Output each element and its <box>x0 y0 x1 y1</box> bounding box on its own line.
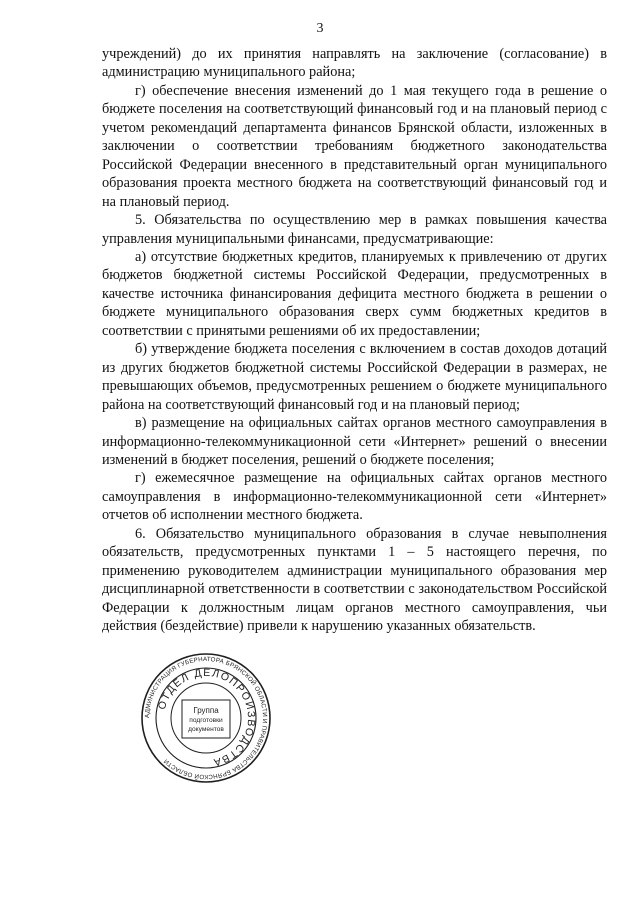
paragraph-item-g-reports: г) ежемесячное размещение на официальных сайтах органов местного самоуправления в информационно-телекоммуникационной сети «Интернет» отчетов об исполнении местного бюджета. <box>102 470 607 524</box>
paragraph-item-v: в) размещение на официальных сайтах органов местного самоуправления в информационно-телекоммуникационной сети «Интернет» решений о внесении изменений в бюджет поселения, решений о бюджете поселения; <box>102 415 607 468</box>
document-body <box>102 45 607 636</box>
paragraph-item-g-amendments: г) обеспечение внесения изменений до 1 мая текущего года в решение о бюджете поселения на соответствующий финансовый год и на плановый период с учетом рекомендаций департамента финансов Брянской области, изложенных в заключении о соответствии требованиям бюджетного законодательства Российской Федерации внесенного в представительный орган муниципального образования проекта местного бюджета на соответствующий финансовый год и на плановый период. <box>102 82 607 210</box>
stamp-outer-text: АДМИНИСТРАЦИЯ ГУБЕРНАТОРА БРЯНСКОЙ ОБЛАСТИ И ПРАВИТЕЛЬСТВА БРЯНСКОЙ ОБЛАСТИ <box>143 655 269 781</box>
paragraph-section-5: 5. Обязательства по осуществлению мер в рамках повышения качества управления муниципальными финансами, предусматривающие: <box>102 212 607 247</box>
stamp-center-line-1: Группа <box>193 706 219 715</box>
stamp-center-line-3: документов <box>188 726 224 733</box>
stamp-center-line-2: подготовки <box>189 717 223 724</box>
paragraph-continuation: учреждений) до их принятия направлять на заключение (согласование) в администрацию муниципального района; <box>102 46 607 81</box>
page-number: 3 <box>316 21 324 36</box>
paragraph-item-b: б) утверждение бюджета поселения с включением в состав доходов дотаций из других бюджетов бюджетной системы Российской Федерации в размерах, не превышающих объемов, предусмотренных решением о бюджете муниципального района на соответствующий финансовый год и на плановый период; <box>102 341 607 413</box>
official-stamp <box>140 652 272 784</box>
stamp-inner-text: ОТДЕЛ ДЕЛОПРОИЗВОДСТВА <box>155 666 258 769</box>
paragraph-item-a: а) отсутствие бюджетных кредитов, планируемых к привлечению от других бюджетов бюджетной системы Российской Федерации, предусмотренных в качестве источника финансирования дефицита местного бюджета в решении о бюджете муниципального образования сверх сумм бюджетных кредитов в соответствии с принятыми решениями об их предоставлении; <box>102 248 607 339</box>
paragraph-section-6: 6. Обязательство муниципального образования в случае невыполнения обязательств, предусмотренных пунктами 1 – 5 настоящего перечня, по применению руководителем администрации муниципального образования мер дисциплинарной ответственности в соответствии с законодательством Российской Федерации к должностным лицам органов местного самоуправления, чьи действия (бездействие) привели к нарушению указанных обязательств. <box>102 525 607 635</box>
